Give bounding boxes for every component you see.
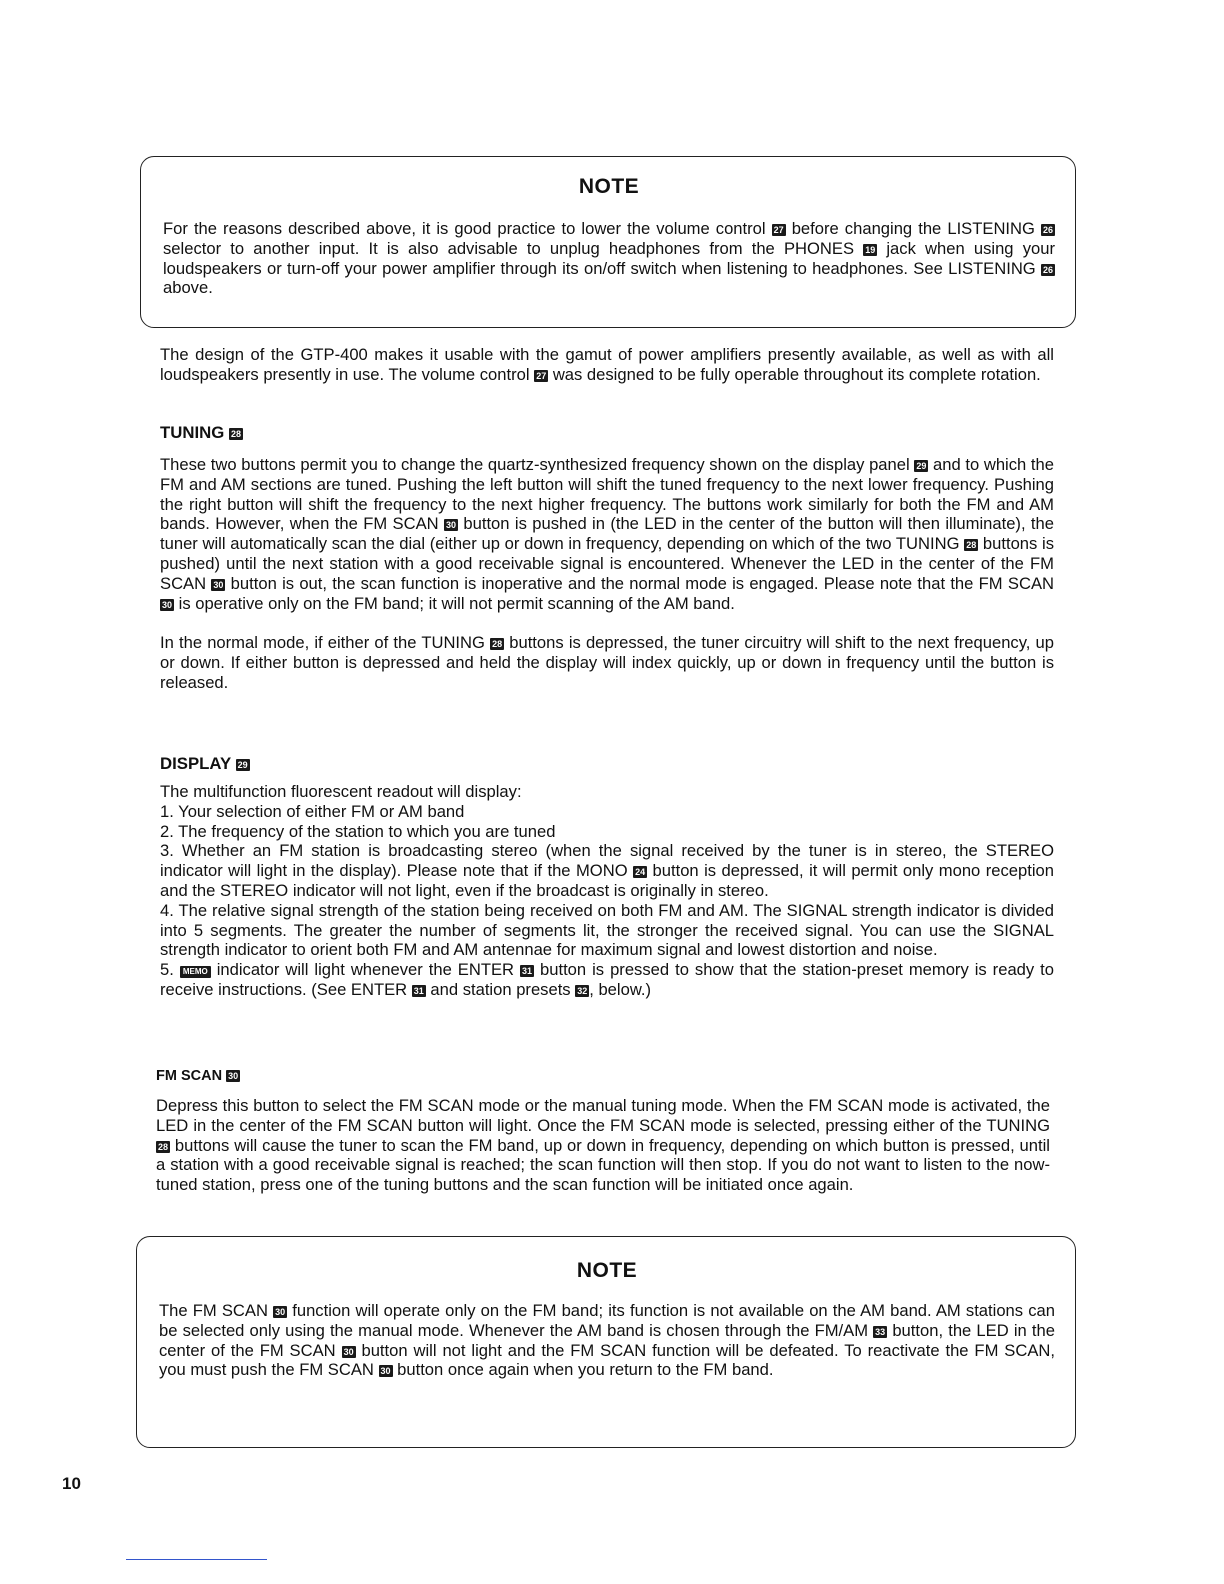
ref-badge: 31	[522, 966, 533, 977]
ref-badge: 30	[162, 599, 173, 610]
ref-badge: 30	[213, 579, 224, 590]
intro-section	[160, 345, 1054, 385]
note-title: NOTE	[578, 175, 640, 198]
fmscan-section	[156, 1068, 1050, 1195]
tuning-section	[160, 423, 1054, 693]
ref-badge: 27	[536, 370, 547, 381]
list-item: 5. MEMO indicator will light whenever the ENTER 31 button is pressed to show that the station-preset memory is ready to receive instructions. (See ENTER 31 and station presets 32 , below.)	[160, 960, 1055, 999]
note-box-listening	[140, 156, 1076, 328]
list-item: 1. Your selection of either FM or AM band	[160, 801, 465, 821]
note-box-fmscan	[136, 1236, 1076, 1448]
ref-badge: 30	[275, 1307, 286, 1317]
ref-badge: 28	[492, 639, 503, 650]
intro-text: The design of the GTP-400 makes it usable with the gamut of power amplifiers presently available, as well as with all loudspeakers presently in use. The volume control 27 was designed to be fully operable throughout its complete rotation.	[160, 345, 1054, 384]
memo-indicator-badge: MEMO	[180, 966, 211, 978]
fmscan-paragraph: Depress this button to select the FM SCAN mode or the manual tuning mode. When the FM SCAN mode is activated, the LED in the center of the FM SCAN button will light. Once the FM SCAN mode is selected, pressing either of the TUNING 28 buttons will cause the tuner to scan the FM band, up or down in frequency, depending on which button is pressed, until a station with a good receivable signal is reached; the scan function will then stop. If you do not want to listen to the now-tuned station, press one of the tuning buttons and the scan function will be initiated once again.	[156, 1096, 1050, 1195]
ref-badge: 19	[865, 244, 876, 255]
section-heading: FM SCAN 30	[156, 1068, 239, 1084]
ref-badge: 33	[875, 1326, 886, 1337]
tuning-paragraph-2: In the normal mode, if either of the TUNING 28 buttons is depressed, the tuner circuitry will shift to the next frequency, up or down. If either button is depressed and held the display will index quickly, up or down in frequency until the button is released.	[160, 633, 1054, 692]
section-heading: TUNING 28	[160, 423, 242, 442]
display-section	[160, 754, 1054, 1000]
ref-badge: 26	[1042, 264, 1053, 275]
list-item: 3. Whether an FM station is broadcasting stereo (when the signal received by the tuner is in stereo, the STEREO indicator will light in the display). Please note that if the MONO 24 button is depressed, it will permit only mono reception and the STEREO indicator will not light, even if the broadcast is originally in stereo.	[160, 841, 1054, 900]
tuning-paragraph-1: These two buttons permit you to change the quartz-synthesized frequency shown on the display panel 29 and to which the FM and AM sections are tuned. Pushing the left button will shift the tuned frequency to the next lower frequency. Pushing the right button will shift the frequency to the next higher frequency. The buttons work similarly for both the FM and AM bands. However, when the FM SCAN 30 button is pushed in (the LED in the center of the button will then illuminate), the tuner will automatically scan the dial (either up or down in frequency, depending on which of the two TUNING 28 buttons is pushed) until the next station with a good receivable signal is encountered. Whenever the LED in the center of the FM SCAN 30 button is out, the scan function is inoperative and the normal mode is engaged. Please note that the FM SCAN 30 is operative only on the FM band; it will not permit scanning of the AM band.	[160, 455, 1055, 613]
note-text: For the reasons described above, it is good practice to lower the volume control 27 before changing the LISTENING 26 selector to another input. It is also advisable to unplug headphones from the PHONES 19 jack when using your loudspeakers or turn-off your power amplifier through its on/off switch when listening to headphones. See LISTENING 26 above.	[163, 219, 1055, 298]
list-item: 4. The relative signal strength of the station being received on both FM and AM. The SIGNAL strength indicator is divided into 5 segments. The greater the number of segments lit, the stronger the received signal. You can use the SIGNAL strength indicator to orient both FM and AM antennae for maximum signal and lowest distortion and noise.	[160, 900, 1054, 960]
ref-badge: 30	[343, 1346, 354, 1357]
ref-badge: 29	[237, 760, 248, 770]
ref-badge: 32	[577, 985, 588, 996]
ref-badge: 30	[380, 1366, 391, 1377]
page-number: 10	[62, 1474, 81, 1493]
ref-badge: 28	[158, 1141, 169, 1152]
ref-badge: 27	[773, 225, 784, 235]
ref-badge: 26	[1042, 225, 1053, 235]
note-text: The FM SCAN 30 function will operate only on the FM band; its function is not available on the AM band. AM stations can be selected only using the manual mode. Whenever the AM band is chosen through the FM/AM 33 button, the LED in the center of the FM SCAN 30 button will not light and the FM SCAN function will be defeated. To reactivate the FM SCAN, you must push the FM SCAN 30 button once again when you return to the FM band.	[159, 1301, 1055, 1380]
ref-badge: 28	[231, 429, 242, 439]
ref-badge: 28	[966, 540, 977, 551]
ref-badge: 30	[228, 1071, 239, 1081]
ref-badge: 30	[446, 520, 457, 531]
note-title: NOTE	[576, 1259, 638, 1282]
list-item: 2. The frequency of the station to which you are tuned	[160, 821, 556, 841]
ref-badge: 31	[413, 985, 424, 996]
section-heading: DISPLAY 29	[160, 754, 248, 773]
footer-rule	[126, 1559, 267, 1560]
ref-badge: 29	[916, 461, 927, 471]
ref-badge: 24	[635, 867, 646, 878]
display-intro: The multifunction fluorescent readout will display:	[160, 782, 522, 801]
